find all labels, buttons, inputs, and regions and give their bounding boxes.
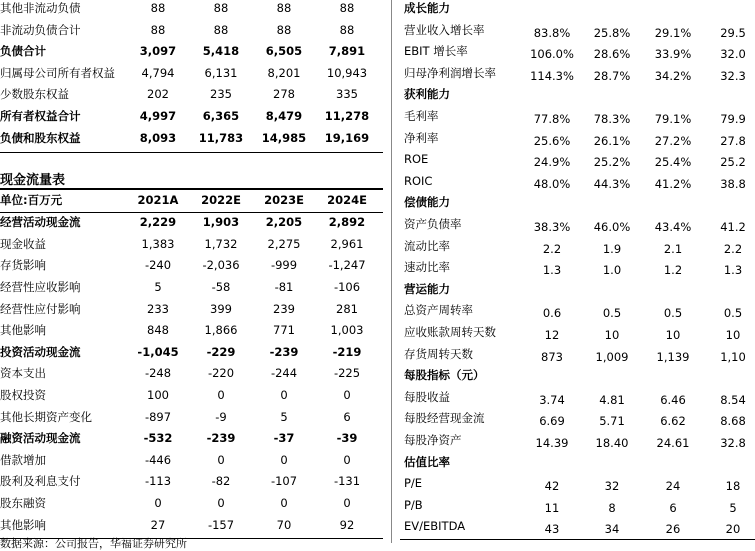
row-value: -157 — [207, 517, 235, 532]
row-value: 14.39 — [535, 436, 569, 450]
row-value: 26 — [665, 522, 681, 537]
row-label: 其他影响 — [0, 517, 46, 532]
row-value: 1.3 — [723, 263, 743, 278]
ratio-category — [400, 84, 755, 106]
row-value: -2,036 — [202, 258, 240, 273]
row-value: 0.5 — [723, 306, 743, 321]
row-label: 负债合计 — [0, 44, 46, 59]
row-value: 41.2% — [654, 176, 692, 191]
row-value: 1,903 — [202, 215, 240, 230]
row-label: 股利及利息支付 — [0, 474, 81, 489]
row-value: 873 — [541, 349, 563, 364]
row-label: 融资活动现金流 — [0, 431, 81, 446]
ratio-row — [400, 495, 755, 517]
row-label: 净利率 — [404, 130, 439, 145]
row-label: 应收账款周转天数 — [404, 325, 496, 339]
ratio-row — [400, 63, 755, 85]
row-value: 5 — [280, 409, 288, 424]
row-value: 8,479 — [265, 109, 303, 123]
row-value: 48.0% — [533, 176, 571, 191]
row-value: -81 — [274, 279, 294, 294]
ratios-bottom-rule — [400, 539, 755, 540]
row-value: 25.8% — [593, 25, 631, 40]
row-value: 281 — [336, 301, 358, 316]
row-value: -37 — [273, 431, 295, 446]
row-value: -225 — [333, 366, 361, 381]
row-value: 43 — [544, 522, 560, 537]
row-label: 毛利率 — [404, 109, 439, 123]
row-value: 1,866 — [204, 323, 238, 338]
row-value: 2024E — [327, 193, 367, 207]
row-value: -897 — [144, 409, 172, 424]
cashflow-row — [0, 407, 383, 429]
row-value: 6 — [669, 500, 677, 515]
row-label: 总资产周转率 — [404, 303, 473, 318]
cashflow-row — [0, 212, 383, 234]
row-value: 239 — [273, 301, 295, 316]
row-value: 233 — [147, 301, 169, 316]
row-value: 77.8% — [533, 112, 571, 126]
row-label: 投资活动现金流 — [0, 344, 81, 359]
cashflow-row — [0, 299, 383, 321]
ratio-row — [400, 408, 755, 430]
row-value: 0 — [217, 495, 225, 510]
row-value: -239 — [269, 344, 299, 359]
row-label: 其他非流动负债 — [0, 1, 81, 15]
row-value: 27 — [150, 517, 166, 532]
row-value: 202 — [147, 87, 169, 102]
row-value: 4,997 — [139, 109, 177, 123]
row-label: 估值比率 — [404, 454, 450, 469]
row-value: 6,505 — [265, 44, 303, 59]
ratio-category — [400, 279, 755, 301]
row-value: 7,891 — [328, 44, 366, 59]
row-value: -106 — [333, 279, 361, 294]
ratio-row — [400, 171, 755, 193]
row-value: -248 — [144, 366, 172, 381]
row-label: 股权投资 — [0, 387, 46, 402]
balance-row — [0, 128, 383, 150]
ratio-row — [400, 387, 755, 409]
row-value: -219 — [332, 344, 362, 359]
row-value: 6.62 — [660, 414, 686, 429]
row-label: 其他影响 — [0, 323, 46, 338]
balance-bottom-rule — [0, 152, 383, 153]
ratio-row — [400, 41, 755, 63]
row-value: -82 — [211, 474, 231, 489]
row-label: 借款增加 — [0, 452, 46, 467]
row-value: 0.5 — [663, 306, 683, 321]
row-label: 其他长期资产变化 — [0, 409, 92, 424]
row-value: 18 — [725, 479, 741, 494]
row-label: 每股指标（元） — [404, 368, 485, 383]
cashflow-header — [0, 190, 383, 212]
row-label: 营运能力 — [404, 281, 450, 296]
row-label: 单位:百万元 — [0, 193, 63, 207]
row-label: 归属母公司所有者权益 — [0, 65, 115, 80]
cashflow-row — [0, 515, 383, 537]
ratio-category — [400, 192, 755, 214]
row-value: 33.9% — [654, 47, 692, 62]
ratio-category — [400, 452, 755, 474]
row-value: 6 — [343, 409, 351, 424]
row-label: ROIC — [404, 173, 433, 188]
row-label: ROE — [404, 152, 429, 167]
row-value: 12 — [544, 328, 560, 342]
row-value: 29.1% — [654, 25, 692, 40]
row-value: 26.1% — [593, 133, 631, 148]
row-value: 6,365 — [202, 109, 240, 123]
cashflow-title: 现金流量表 — [0, 173, 66, 188]
row-value: 1,009 — [595, 349, 629, 364]
row-value: 1,139 — [656, 349, 690, 364]
row-value: 0 — [217, 452, 225, 467]
row-value: 848 — [147, 323, 169, 338]
row-value: -1,045 — [137, 344, 179, 359]
row-value: 2021A — [137, 193, 179, 207]
row-value: 100 — [147, 387, 169, 402]
row-value: 11 — [544, 500, 560, 515]
row-value: 0.5 — [602, 306, 622, 321]
row-value: 32.3 — [720, 68, 746, 83]
row-value: 1.3 — [542, 263, 562, 278]
row-value: 32 — [604, 479, 620, 494]
row-value: 44.3% — [593, 176, 631, 191]
source-note: 数据来源：公司报告，华福证券研究所 — [0, 537, 187, 550]
row-value: -58 — [211, 279, 231, 294]
cashflow-row — [0, 493, 383, 515]
column-separator — [391, 0, 392, 543]
cashflow-row — [0, 234, 383, 256]
ratio-row — [400, 473, 755, 495]
row-value: 25.2% — [593, 155, 631, 170]
row-value: 25.2 — [720, 155, 746, 170]
row-value: -229 — [206, 344, 236, 359]
row-value: 5 — [729, 500, 737, 515]
row-value: 1,003 — [330, 323, 364, 338]
cashflow-row — [0, 385, 383, 407]
row-label: 非流动负债合计 — [0, 22, 81, 37]
ratio-row — [400, 257, 755, 279]
row-value: -131 — [333, 474, 361, 489]
row-value: 79.9 — [720, 112, 746, 126]
row-label: 资本支出 — [0, 366, 46, 381]
row-value: 114.3% — [530, 68, 574, 83]
row-value: -239 — [206, 431, 236, 446]
row-value: 106.0% — [530, 47, 574, 62]
row-value: 10,943 — [326, 65, 368, 80]
row-value: 0 — [280, 387, 288, 402]
row-value: 2.2 — [723, 241, 743, 256]
row-label: 速动比率 — [404, 260, 450, 275]
row-value: 1.0 — [602, 263, 622, 278]
balance-row — [0, 106, 383, 128]
row-value: 235 — [210, 87, 232, 102]
row-value: 1.2 — [663, 263, 683, 278]
ratio-row — [400, 128, 755, 150]
row-label: 归母净利润增长率 — [404, 65, 496, 80]
row-value: 78.3% — [593, 112, 631, 126]
row-value: 3.74 — [539, 392, 565, 407]
ratio-row — [400, 106, 755, 128]
row-label: 现金收益 — [0, 236, 46, 251]
row-value: 0 — [280, 452, 288, 467]
row-value: 24 — [665, 479, 681, 494]
row-value: -9 — [215, 409, 227, 424]
ratio-row — [400, 236, 755, 258]
row-label: 获利能力 — [404, 87, 450, 102]
ratio-row — [400, 430, 755, 452]
row-value: 88 — [213, 1, 229, 15]
row-value: 5.71 — [599, 414, 625, 429]
row-value: 4,794 — [141, 65, 175, 80]
ratio-row — [400, 344, 755, 366]
row-label: 股东融资 — [0, 495, 46, 510]
row-value: 8.54 — [720, 392, 746, 407]
row-value: -446 — [144, 452, 172, 467]
ratio-row — [400, 149, 755, 171]
row-value: 14,985 — [261, 130, 307, 145]
row-value: 10 — [604, 328, 620, 342]
row-label: 存货周转天数 — [404, 346, 473, 361]
row-label: 每股净资产 — [404, 433, 462, 447]
row-label: 每股经营现金流 — [404, 411, 485, 426]
row-label: 经营活动现金流 — [0, 215, 81, 230]
row-value: 70 — [276, 517, 292, 532]
row-value: -532 — [143, 431, 173, 446]
row-value: 0.6 — [542, 306, 562, 321]
row-value: 27.8 — [720, 133, 746, 148]
row-value: 88 — [339, 1, 355, 15]
row-value: 25.6% — [533, 133, 571, 148]
row-value: 8 — [608, 500, 616, 515]
cashflow-row — [0, 277, 383, 299]
row-value: 5 — [154, 279, 162, 294]
row-value: 0 — [343, 387, 351, 402]
row-value: -113 — [144, 474, 172, 489]
row-value: -107 — [270, 474, 298, 489]
row-value: 335 — [336, 87, 358, 102]
ratio-row — [400, 322, 755, 344]
row-value: 278 — [273, 87, 295, 102]
row-label: 偿债能力 — [404, 195, 450, 210]
row-label: 少数股东权益 — [0, 87, 69, 102]
row-value: 6,131 — [204, 65, 238, 80]
row-value: 88 — [276, 1, 292, 15]
row-value: 1,732 — [204, 236, 238, 251]
row-label: 存货影响 — [0, 258, 46, 273]
row-value: 88 — [276, 22, 292, 37]
row-value: 92 — [339, 517, 355, 532]
row-value: 28.6% — [593, 47, 631, 62]
balance-row — [0, 20, 383, 42]
row-label: P/E — [404, 476, 423, 491]
row-label: 每股收益 — [404, 389, 450, 404]
row-label: 所有者权益合计 — [0, 109, 81, 123]
ratio-category — [400, 365, 755, 387]
row-label: EV/EBITDA — [404, 519, 466, 534]
row-label: P/B — [404, 497, 423, 512]
row-value: 25.4% — [654, 155, 692, 170]
row-value: 43.4% — [654, 220, 692, 234]
row-value: 18.40 — [595, 436, 629, 450]
row-value: 2,892 — [328, 215, 366, 230]
row-value: 2023E — [264, 193, 304, 207]
row-value: -999 — [270, 258, 298, 273]
row-value: 8,093 — [139, 130, 177, 145]
row-value: -1,247 — [328, 258, 366, 273]
row-label: 经营性应付影响 — [0, 301, 81, 316]
row-value: 88 — [339, 22, 355, 37]
row-value: 41.2 — [720, 220, 746, 234]
row-value: 88 — [150, 22, 166, 37]
row-value: 1,383 — [141, 236, 175, 251]
row-value: 1,10 — [720, 349, 746, 364]
row-value: 0 — [154, 495, 162, 510]
row-value: -39 — [336, 431, 358, 446]
row-label: 成长能力 — [404, 1, 450, 15]
row-value: 2,961 — [330, 236, 364, 251]
cashflow-row — [0, 471, 383, 493]
row-label: EBIT 增长率 — [404, 44, 468, 59]
row-value: 6.46 — [660, 392, 686, 407]
row-value: 0 — [280, 495, 288, 510]
row-value: -220 — [207, 366, 235, 381]
row-value: 0 — [217, 387, 225, 402]
row-value: 11,783 — [198, 130, 244, 145]
row-value: 10 — [725, 328, 741, 342]
row-value: 6.69 — [539, 414, 565, 429]
row-label: 资产负债率 — [404, 217, 462, 231]
row-value: -240 — [144, 258, 172, 273]
row-value: 19,169 — [324, 130, 370, 145]
balance-row — [0, 84, 383, 106]
row-value: 2,275 — [267, 236, 301, 251]
row-value: 42 — [544, 479, 560, 494]
row-value: 11,278 — [324, 109, 370, 123]
row-value: 46.0% — [593, 220, 631, 234]
row-value: 0 — [343, 495, 351, 510]
cashflow-row — [0, 428, 383, 450]
cashflow-row — [0, 450, 383, 472]
row-value: 32.8 — [720, 436, 746, 450]
row-value: 27.2% — [654, 133, 692, 148]
row-value: 8,201 — [267, 65, 301, 80]
cashflow-row — [0, 320, 383, 342]
row-value: 0 — [343, 452, 351, 467]
row-value: 2022E — [201, 193, 241, 207]
row-value: 34.2% — [654, 68, 692, 83]
row-label: 经营性应收影响 — [0, 279, 81, 294]
row-value: 79.1% — [654, 112, 692, 126]
row-value: 83.8% — [533, 25, 571, 40]
row-value: 10 — [665, 328, 681, 342]
balance-row — [0, 63, 383, 85]
row-value: 32.0 — [720, 47, 746, 62]
row-value: 38.3% — [533, 220, 571, 234]
ratio-row — [400, 20, 755, 42]
row-value: 24.61 — [656, 436, 690, 450]
row-value: 399 — [210, 301, 232, 316]
row-value: 1.9 — [602, 241, 622, 256]
cashflow-row — [0, 363, 383, 385]
row-value: 34 — [604, 522, 620, 537]
ratio-row — [400, 214, 755, 236]
row-value: 2.2 — [542, 241, 562, 256]
row-value: 29.5 — [720, 25, 746, 40]
row-value: 88 — [150, 1, 166, 15]
row-value: 4.81 — [599, 392, 625, 407]
row-value: 88 — [213, 22, 229, 37]
row-value: 28.7% — [593, 68, 631, 83]
row-value: -244 — [270, 366, 298, 381]
row-value: 5,418 — [202, 44, 240, 59]
row-value: 20 — [725, 522, 741, 537]
row-value: 2.1 — [663, 241, 683, 256]
cashflow-row — [0, 342, 383, 364]
row-label: 营业收入增长率 — [404, 22, 485, 37]
row-value: 771 — [273, 323, 295, 338]
row-value: 38.8 — [720, 176, 746, 191]
ratio-row — [400, 300, 755, 322]
cashflow-row — [0, 255, 383, 277]
row-value: 24.9% — [533, 155, 571, 170]
row-value: 8.68 — [720, 414, 746, 429]
row-label: 负债和股东权益 — [0, 130, 81, 145]
row-value: 2,205 — [265, 215, 303, 230]
balance-row — [0, 41, 383, 63]
balance-row — [0, 0, 383, 20]
row-value: 3,097 — [139, 44, 177, 59]
ratio-row — [400, 516, 755, 538]
ratio-category — [400, 0, 755, 20]
row-value: 2,229 — [139, 215, 177, 230]
row-label: 流动比率 — [404, 238, 450, 253]
